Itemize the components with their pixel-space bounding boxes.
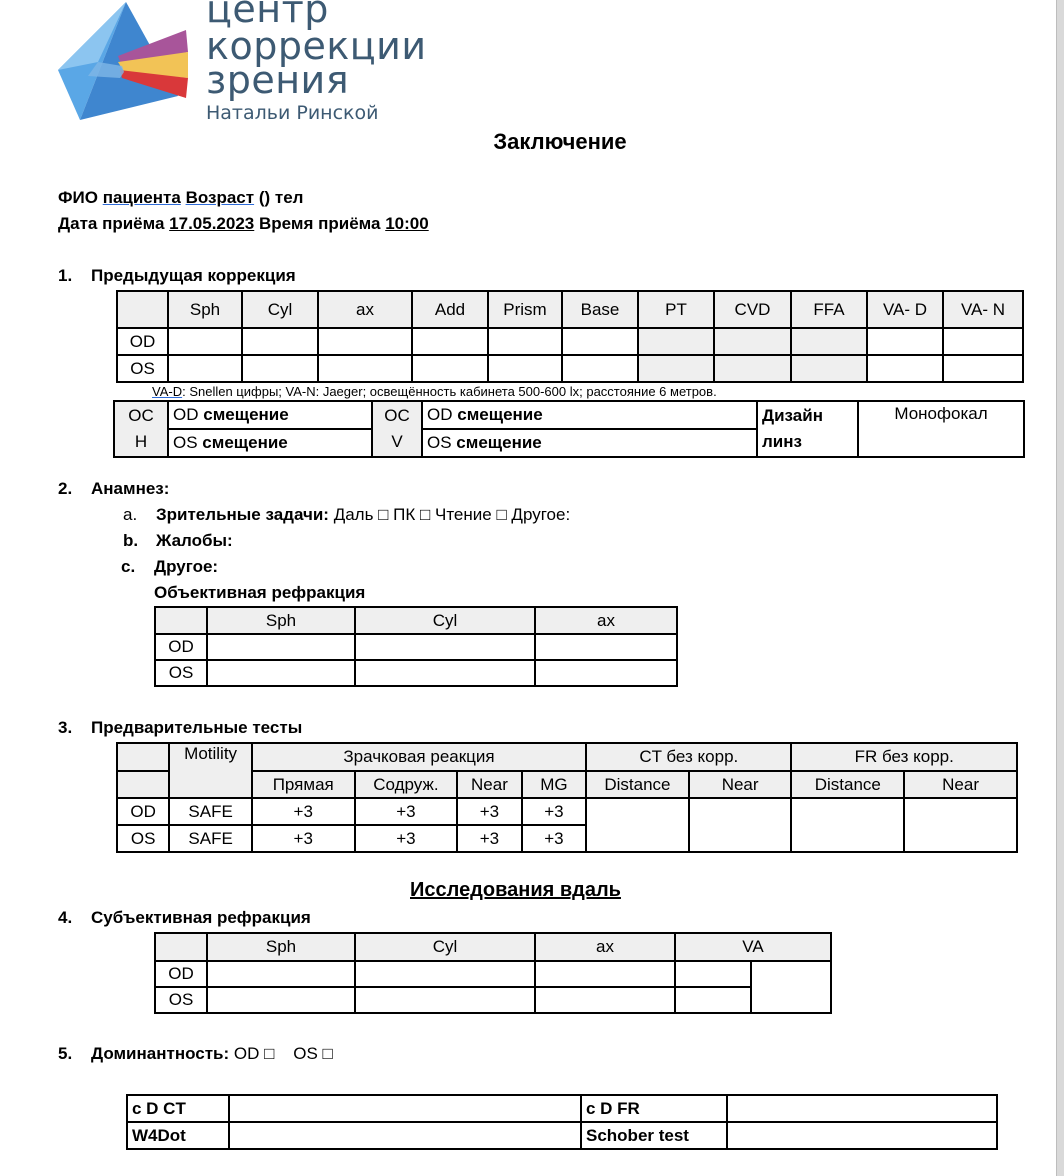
header-cell: CVD	[714, 291, 791, 328]
data-cell[interactable]: +3	[522, 825, 586, 852]
data-cell[interactable]	[412, 355, 488, 382]
data-cell[interactable]	[207, 660, 355, 686]
visual-tasks-label: Зрительные задачи:	[156, 505, 329, 524]
data-cell[interactable]	[943, 355, 1023, 382]
schober-label: Schober test	[581, 1122, 727, 1149]
eye-label: OD	[173, 405, 199, 424]
dominance-line	[91, 1044, 333, 1064]
header-cell: ax	[318, 291, 412, 328]
data-cell[interactable]	[168, 328, 242, 355]
eye-label: OD	[427, 405, 453, 424]
date-label: Дата приёма	[58, 214, 165, 233]
section-2-number: 2.	[58, 479, 73, 498]
fr-distance-cell[interactable]	[791, 798, 904, 852]
table-row	[117, 355, 1023, 382]
complaints-label: Жалобы:	[156, 531, 233, 550]
patient-line	[58, 188, 303, 208]
patient-word: пациента	[102, 188, 181, 207]
objective-refraction-table	[154, 606, 678, 687]
data-cell[interactable]	[488, 355, 562, 382]
w4dot-label: W4Dot	[127, 1122, 229, 1149]
data-cell[interactable]: +3	[522, 798, 586, 825]
header-cell: PT	[638, 291, 714, 328]
visual-tasks-options[interactable]: Даль □ ПК □ Чтение □ Другое:	[333, 505, 571, 524]
section-5-number: 5.	[58, 1044, 73, 1063]
previous-correction-table	[116, 290, 1024, 383]
motility-header: Motility	[169, 743, 252, 798]
row-eye-label: OD	[117, 328, 168, 355]
table-header-row	[117, 291, 1023, 328]
ocv-cell	[372, 401, 422, 457]
header-cell	[155, 607, 207, 634]
ocv-line-1: OC	[384, 406, 410, 425]
section-2-title: Анамнез:	[91, 479, 170, 498]
data-cell[interactable]	[535, 660, 677, 686]
header-cell: Prism	[488, 291, 562, 328]
header-cell: VA- D	[867, 291, 943, 328]
item-c-marker: c.	[121, 557, 136, 576]
va-note-label: VA-D	[152, 384, 183, 399]
data-cell[interactable]	[638, 355, 714, 382]
w4dot-value[interactable]	[229, 1122, 581, 1149]
data-cell[interactable]	[412, 328, 488, 355]
fr-near-cell[interactable]	[904, 798, 1017, 852]
data-cell[interactable]	[791, 328, 867, 355]
row-eye-label: OS	[155, 660, 207, 686]
data-cell[interactable]	[318, 328, 412, 355]
shift-label: смещение	[456, 433, 542, 452]
va-note-text: : Snellen цифры; VA-N: Jaeger; освещённость кабинета 500-600 lx; расстояние 6 метров.	[182, 384, 717, 399]
header-cell: Cyl	[355, 933, 535, 961]
logo-line-1: центр	[206, 0, 329, 31]
header-cell	[155, 933, 207, 961]
cd-ct-value[interactable]	[229, 1095, 581, 1122]
header-cell	[117, 291, 168, 328]
ct-header: CT без корр.	[586, 743, 791, 771]
table-row	[155, 660, 677, 686]
data-cell[interactable]	[791, 355, 867, 382]
table-row	[155, 634, 677, 660]
header-cell: ax	[535, 933, 675, 961]
fio-label: ФИО	[58, 188, 98, 207]
motility-value[interactable]: SAFE	[169, 825, 252, 852]
logo-subtitle: Натальи Ринской	[206, 102, 379, 124]
header-cell: ax	[535, 607, 677, 634]
ocv-od-shift[interactable]	[422, 401, 757, 429]
sub-header-cell: Near	[689, 771, 792, 798]
data-cell[interactable]: +3	[457, 798, 521, 825]
data-cell[interactable]	[714, 355, 791, 382]
dominance-label: Доминантность:	[91, 1044, 230, 1063]
binocular-tests-table	[126, 1094, 998, 1150]
preliminary-tests-table	[116, 742, 1018, 853]
data-cell[interactable]	[207, 634, 355, 660]
data-cell[interactable]: +3	[355, 825, 458, 852]
shift-label: смещение	[202, 433, 288, 452]
time-value: 10:00	[385, 214, 429, 233]
distance-tests-heading: Исследования вдаль	[410, 879, 621, 901]
va-note	[152, 384, 717, 399]
subjective-refraction-table	[154, 932, 832, 1014]
table-row	[117, 798, 1017, 825]
data-cell[interactable]	[168, 355, 242, 382]
och-line-2: H	[134, 432, 148, 451]
data-cell[interactable]	[535, 634, 677, 660]
logo-prism-icon	[58, 0, 198, 122]
table-row	[155, 961, 831, 987]
schober-value[interactable]	[727, 1122, 997, 1149]
eye-label: OS	[427, 433, 452, 452]
data-cell[interactable]	[638, 328, 714, 355]
va-binocular-cell[interactable]	[751, 961, 831, 1013]
section-4-title: Субъективная рефракция	[91, 908, 311, 927]
data-cell[interactable]	[562, 355, 638, 382]
section-1-title: Предыдущая коррекция	[91, 266, 296, 285]
dominance-options[interactable]: OD □ OS □	[233, 1044, 333, 1063]
sub-header-cell: Прямая	[252, 771, 355, 798]
data-cell[interactable]	[675, 987, 751, 1013]
section-3-number: 3.	[58, 718, 73, 737]
data-cell[interactable]	[867, 355, 943, 382]
data-cell[interactable]	[488, 328, 562, 355]
data-cell[interactable]	[535, 961, 675, 987]
row-eye-label: OS	[117, 825, 169, 852]
item-b-marker: b.	[123, 531, 139, 550]
cd-ct-label: c D CT	[127, 1095, 229, 1122]
header-cell	[117, 743, 169, 771]
sub-header-cell: Near	[904, 771, 1017, 798]
lens-design-label	[757, 401, 858, 457]
time-label: Время приёма	[259, 214, 381, 233]
sub-header-cell: MG	[522, 771, 586, 798]
page-title: Заключение	[493, 129, 627, 154]
logo-line-3: зрения	[206, 58, 350, 102]
lens-design-line-1: Дизайн	[762, 406, 823, 425]
och-os-shift[interactable]	[168, 429, 372, 457]
date-value: 17.05.2023	[169, 214, 255, 233]
sub-header-cell: Near	[457, 771, 521, 798]
header-cell: FFA	[791, 291, 867, 328]
data-cell[interactable]	[867, 328, 943, 355]
motility-value[interactable]: SAFE	[169, 798, 252, 825]
header-cell: VA	[675, 933, 831, 961]
header-cell: Sph	[207, 607, 355, 634]
page-edge-scrollbar[interactable]	[1056, 0, 1064, 1176]
data-cell[interactable]	[355, 660, 535, 686]
och-line-1: OC	[128, 406, 154, 425]
data-cell[interactable]	[355, 987, 535, 1013]
section-1-number: 1.	[58, 266, 73, 285]
header-cell: Cyl	[242, 291, 318, 328]
data-cell[interactable]	[714, 328, 791, 355]
pupil-reaction-header: Зрачковая реакция	[252, 743, 586, 771]
data-cell[interactable]	[675, 961, 751, 987]
table-row	[117, 328, 1023, 355]
visit-line	[58, 214, 429, 234]
data-cell[interactable]	[242, 328, 318, 355]
section-3-title: Предварительные тесты	[91, 718, 303, 737]
data-cell[interactable]	[318, 355, 412, 382]
header-cell: VA- N	[943, 291, 1023, 328]
lens-design-value[interactable]: Монофокал	[858, 401, 1024, 457]
item-a-marker: a.	[123, 505, 138, 524]
visual-tasks-line	[156, 505, 570, 525]
row-eye-label: OD	[155, 634, 207, 660]
eye-label: OS	[173, 433, 198, 452]
ocv-os-shift[interactable]	[422, 429, 757, 457]
data-cell[interactable]	[207, 987, 355, 1013]
data-cell[interactable]	[535, 987, 675, 1013]
cd-fr-value[interactable]	[727, 1095, 997, 1122]
other-label: Другое:	[154, 557, 219, 576]
och-cell	[114, 401, 168, 457]
data-cell[interactable]: +3	[252, 798, 355, 825]
data-cell[interactable]	[562, 328, 638, 355]
data-cell[interactable]	[355, 634, 535, 660]
sub-header-cell: Distance	[586, 771, 689, 798]
row-eye-label: OS	[155, 987, 207, 1013]
decentration-table	[113, 400, 1025, 458]
ocv-line-2: V	[391, 432, 403, 451]
header-cell: Cyl	[355, 607, 535, 634]
header-cell: Add	[412, 291, 488, 328]
shift-label: смещение	[203, 405, 289, 424]
sub-header-cell: Содруж.	[355, 771, 458, 798]
logo-line-2: коррекции	[206, 24, 427, 68]
lens-design-line-2: линз	[762, 432, 802, 451]
cd-fr-label: c D FR	[581, 1095, 727, 1122]
row-eye-label: OS	[117, 355, 168, 382]
section-4-number: 4.	[58, 908, 73, 927]
och-od-shift[interactable]	[168, 401, 372, 429]
data-cell[interactable]: +3	[457, 825, 521, 852]
header-cell: Sph	[207, 933, 355, 961]
header-cell: Base	[562, 291, 638, 328]
row-eye-label: OD	[155, 961, 207, 987]
age-label: Возраст	[185, 188, 255, 207]
header-cell	[117, 771, 169, 798]
data-cell[interactable]: +3	[252, 825, 355, 852]
data-cell[interactable]	[943, 328, 1023, 355]
fr-header: FR без корр.	[791, 743, 1017, 771]
row-eye-label: OD	[117, 798, 169, 825]
data-cell[interactable]	[355, 961, 535, 987]
header-cell: Sph	[168, 291, 242, 328]
data-cell[interactable]	[242, 355, 318, 382]
table-row	[155, 987, 831, 1013]
sub-header-cell: Distance	[791, 771, 904, 798]
ct-near-cell[interactable]	[689, 798, 792, 852]
shift-label: смещение	[457, 405, 543, 424]
ct-distance-cell[interactable]	[586, 798, 689, 852]
tel-label: тел	[274, 188, 304, 207]
age-value: ()	[258, 188, 271, 207]
data-cell[interactable]: +3	[355, 798, 458, 825]
objective-refraction-title: Объективная рефракция	[154, 583, 366, 602]
data-cell[interactable]	[207, 961, 355, 987]
